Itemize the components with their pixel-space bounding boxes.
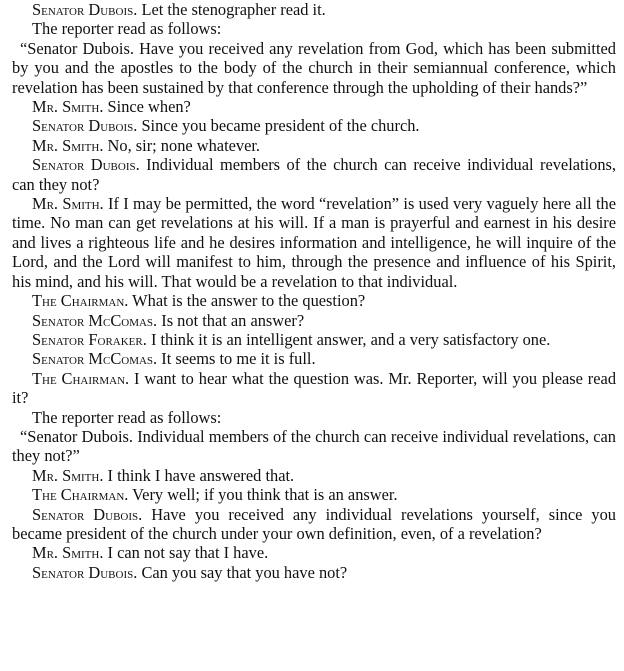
transcript-paragraph [12,194,616,291]
paragraph-text: Since when? [103,97,191,117]
paragraph-text: Have you received any individual revelations yourself, since you became president of the church under your own definition, even, of a revelation? [12,504,616,543]
paragraph-text: I think I have answered that. [103,465,295,485]
speaker-name: Senator Dubois. [32,504,143,524]
speaker-name: Mr. Smith. [32,135,104,155]
transcript-paragraph [12,155,616,194]
speaker-name: Senator Foraker. [32,329,147,349]
transcript-paragraph [12,408,616,427]
paragraph-text: Is not that an answer? [157,310,305,330]
paragraph-text: I want to hear what the question was. Mr. Reporter, will you please read it? [12,368,617,408]
transcript-paragraph [12,485,616,504]
speaker-name: Senator McComas. [32,310,158,330]
paragraph-text: If I may be permitted, the word “revelation” is used very vaguely here all the time. No man can get revelations at his will. If a man is prayerful and earnest in his desire and lives a righteous life and he desires information and intelligence, he will inquire of the Lord, and the Lord will manifest to him, through the presence and influence of his Spirit, his mind, and his will. That would be a revelation to that individual. [12,194,616,291]
speaker-name: Senator Dubois. [32,562,138,582]
speaker-name: Mr. Smith. [32,97,104,117]
paragraph-text: Very well; if you think that is an answer. [128,485,398,505]
paragraph-text: I can not say that I have. [103,543,269,563]
paragraph-text: “Senator Dubois. Individual members of the church can receive individual revelations, can they not?” [12,426,616,466]
paragraph-text: The reporter read as follows: [32,407,222,427]
transcript-paragraph [12,291,616,310]
paragraph-text: I think it is an intelligent answer, and a very satisfactory one. [146,329,551,349]
speaker-name: Mr. Smith. [32,465,104,485]
transcript-paragraph [12,116,616,135]
transcript-paragraph [12,19,616,38]
speaker-name: The Chairman. [32,291,129,311]
transcript-paragraph [12,97,616,116]
paragraph-text: Since you became president of the church. [137,116,420,136]
speaker-name: Mr. Smith. [32,194,104,214]
transcript-paragraph [12,311,616,330]
speaker-name: The Chairman. [32,485,129,505]
transcript-paragraph [12,563,616,582]
transcript-paragraph [12,466,616,485]
paragraph-text: Can you say that you have not? [137,562,348,582]
speaker-name: Senator Dubois. [32,0,138,19]
paragraph-text: No, sir; none whatever. [103,135,261,155]
paragraph-text: Let the stenographer read it. [137,0,326,19]
speaker-name: Mr. Smith. [32,543,104,563]
paragraph-text: “Senator Dubois. Have you received any revelation from God, which has been submitted by you and the apostles to the body of the church in their semiannual conference, which revelation has been sustained by that conference through the upholding of their hands?” [12,38,616,97]
transcript-paragraph [12,349,616,368]
transcript-paragraph [12,505,616,544]
paragraph-text: The reporter read as follows: [32,19,222,39]
speaker-name: Senator McComas. [32,349,158,369]
transcript-paragraph [12,136,616,155]
quoted-paragraph [12,427,616,466]
transcript-paragraph [12,369,616,408]
paragraph-text: What is the answer to the question? [128,291,366,311]
transcript-paragraph [12,543,616,562]
speaker-name: Senator Dubois. [32,155,140,175]
paragraph-text: It seems to me it is full. [157,349,316,369]
paragraph-text: Individual members of the church can receive individual revelations, can they not? [12,155,616,194]
transcript-paragraph [12,330,616,349]
quoted-paragraph [12,39,616,97]
transcript-paragraph [12,0,616,19]
speaker-name: Senator Dubois. [32,116,138,136]
speaker-name: The Chairman. [32,368,130,388]
